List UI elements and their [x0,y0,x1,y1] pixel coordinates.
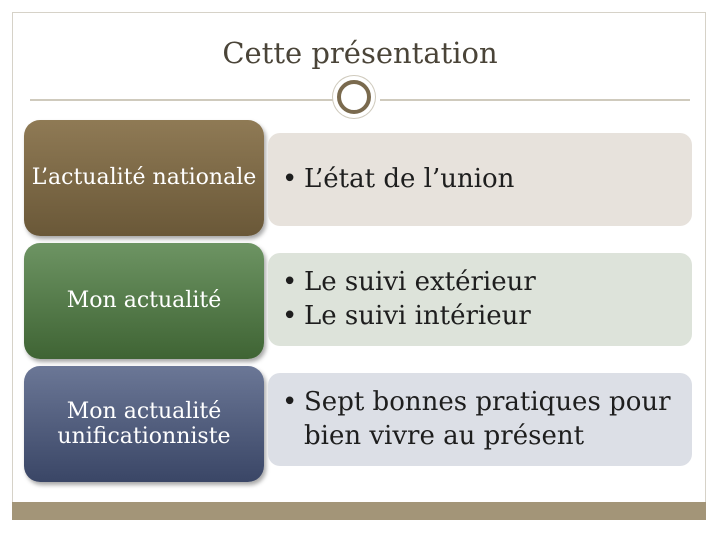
content-panel-national [268,133,692,226]
category-box-national [24,120,264,236]
bullet-text: Sept bonnes pratiques pour bien vivre au présent [304,386,671,451]
bullet-icon: • [282,163,298,194]
category-label: Mon actualité unificationniste [57,398,231,449]
bullet-icon: • [282,266,298,297]
bullet-text: Le suivi intérieur [304,300,531,331]
bullet-item [282,300,674,334]
title-divider-left [30,99,340,101]
bullet-icon: • [282,300,298,331]
bullet-text: L’état de l’union [304,163,515,194]
slide-title: Cette présentation [222,36,498,70]
category-label: Mon actualité [66,288,222,314]
footer-bar [12,502,706,520]
bullet-item [282,266,674,300]
circle-ornament-icon [337,80,371,114]
content-panel-mon-actualite [268,253,692,346]
category-box-unificationniste [24,366,264,482]
bullet-item [282,386,674,454]
bullet-text: Le suivi extérieur [304,266,536,297]
category-box-mon-actualite [24,243,264,359]
category-label: L’actualité nationale [31,165,257,191]
bullet-icon: • [282,386,298,417]
title-divider-right [380,99,690,101]
bullet-item [282,163,674,197]
content-panel-unificationniste [268,373,692,466]
